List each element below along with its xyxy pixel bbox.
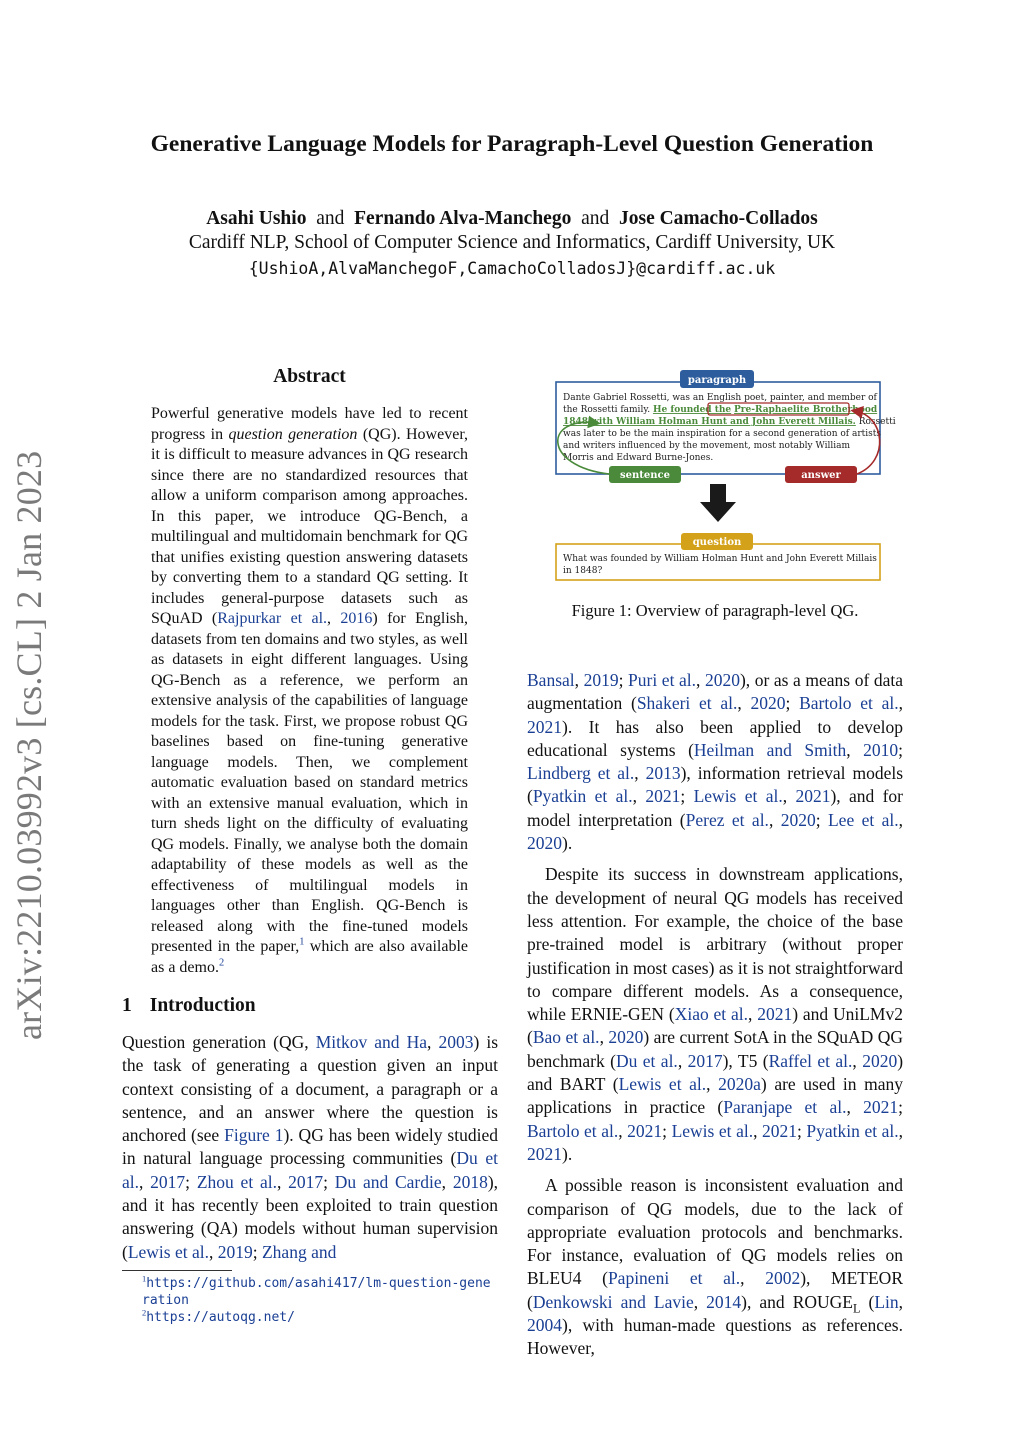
text: , (208, 1241, 218, 1262)
sentence-label: sentence (620, 470, 670, 481)
citation-link[interactable]: Lewis et al. (618, 1074, 707, 1095)
paragraph-line: Morris and Edward Burne-Jones. (563, 453, 714, 463)
text: Powerful generative models have led to recent progress in (151, 405, 468, 443)
citation-year-link[interactable]: 2020 (862, 1050, 898, 1071)
text: ). (562, 833, 573, 854)
citation-year-link[interactable]: 2021 (627, 1120, 663, 1141)
arxiv-stamp: arXiv:2210.03992v3 [cs.CL] 2 Jan 2023 (9, 450, 49, 1040)
citation-link[interactable]: Pyatkin et al. (806, 1120, 899, 1141)
text: ), METEOR ( (527, 1268, 903, 1312)
citation-link[interactable]: Shakeri et al. (636, 693, 738, 714)
citation-year-link[interactable]: 2017 (288, 1171, 324, 1192)
paragraph (527, 669, 903, 855)
citation-year-link[interactable]: 2016 (340, 610, 373, 627)
author-name: Fernando Alva-Manchego (354, 208, 572, 229)
citation-link[interactable]: Pyatkin et al. (532, 786, 633, 807)
section-number: 1 (122, 995, 132, 1016)
text: ) are used in many applications in practice ( (527, 1074, 904, 1118)
author-separator: and (316, 208, 345, 229)
text: , (139, 1171, 151, 1192)
text: ; (785, 693, 800, 714)
text: ( (860, 1291, 875, 1312)
text: A possible reason is inconsistent evaluation and comparison of QG models, due to the lack of appropriate evaluation protocols and benchmarks. For instance, evaluation of QG models relies on BLEU4 ( (527, 1175, 903, 1289)
footnote-1 (122, 1275, 498, 1309)
citation-year-link[interactable]: 2017 (687, 1050, 723, 1071)
citation-year-link[interactable]: 2020 (527, 833, 562, 854)
question-line: in 1848? (563, 566, 603, 576)
text: ), or as a means of data augmentation ( (527, 670, 903, 714)
text: , (276, 1171, 289, 1192)
text: ) is the task of generating a question given an input context consisting of a document, a paragraph or a sentence, and an answer where the question is anchored (see (122, 1032, 499, 1146)
abstract-body (151, 404, 468, 978)
text: , (898, 809, 904, 830)
citation-year-link[interactable]: 2021 (863, 1097, 899, 1118)
citation-year-link[interactable]: 2021 (645, 786, 681, 807)
text: , (574, 670, 584, 690)
author-separator: and (581, 208, 610, 229)
citation-year-link[interactable]: 2002 (765, 1268, 801, 1289)
citation-link[interactable]: Xiao et al. (674, 1004, 749, 1025)
footnote-marker-2[interactable]: 2 (218, 957, 225, 969)
citation-year-link[interactable]: 2004 (527, 1315, 562, 1336)
citation-link[interactable]: Bartolo et al. (799, 693, 899, 714)
text: , (898, 1291, 904, 1312)
text: ) are current SotA in the SQuAD QG benchmark ( (527, 1027, 903, 1071)
author-name: Jose Camacho-Collados (618, 208, 818, 229)
citation-link[interactable]: Lindberg et al. (527, 763, 635, 784)
citation-year-link[interactable]: 2019 (583, 670, 619, 690)
paragraph-text: Rossetti (858, 417, 896, 427)
text: , (427, 1032, 439, 1052)
sentence-span: 1848 with William Holman Hunt and John Everett Millais. (563, 417, 856, 427)
footnote-marker-1[interactable]: 1 (299, 936, 305, 948)
text: ; (323, 1171, 335, 1192)
citation-link[interactable]: Du and Cardie (334, 1171, 442, 1192)
citation-year-link[interactable]: 2010 (863, 739, 899, 760)
citation-year-link[interactable]: 2020 (780, 809, 816, 830)
citation-link[interactable]: Lin (874, 1291, 899, 1312)
text: , (898, 693, 904, 714)
citation-link[interactable]: Lewis et al. (671, 1120, 754, 1141)
text: ), information retrieval models ( (527, 763, 904, 807)
citation-link[interactable]: Rajpurkar et al. (217, 610, 328, 627)
text: ; (618, 670, 629, 690)
text: ) and BART ( (527, 1050, 904, 1095)
text: ) and UniLMv2 ( (527, 1004, 903, 1048)
text: , (327, 610, 341, 627)
question-label: question (692, 537, 742, 548)
paragraph-line (563, 417, 896, 427)
text: , (706, 1074, 719, 1095)
section-heading (122, 995, 256, 1017)
citation-link[interactable]: Zhou et al. (196, 1171, 277, 1192)
citation-link[interactable]: Bansal (527, 670, 575, 690)
citation-link[interactable]: Denkowski and Lavie (532, 1291, 694, 1312)
question-line: What was founded by William Holman Hunt and John Everett Millais (563, 554, 877, 564)
citation-link[interactable]: Lee et al. (827, 809, 899, 830)
footnote-number: 1 (142, 1273, 147, 1284)
citation-year-link[interactable]: 2021 (527, 1143, 562, 1164)
affiliation: Cardiff NLP, School of Computer Science and Informatics, Cardiff University, UK (188, 232, 836, 253)
text: , (618, 1120, 628, 1141)
text: which are also available as a demo. (151, 938, 469, 976)
answer-label: answer (801, 470, 841, 481)
text: ), with human-made questions as references. However, (527, 1315, 903, 1359)
citation-link[interactable]: Lewis et al. (127, 1241, 209, 1262)
author-name: Asahi Ushio (206, 208, 307, 229)
citation-year-link[interactable]: 2017 (150, 1171, 186, 1192)
text: ). It has also been applied to develop educational systems ( (527, 716, 903, 760)
text: ). QG has been widely studied in natural language processing communities ( (122, 1125, 498, 1169)
text: ). (562, 1143, 573, 1164)
paragraph (527, 1174, 903, 1360)
figure-caption: Figure 1: Overview of paragraph-level QG. (571, 601, 859, 620)
text: , (441, 1171, 453, 1192)
sentence-span: He founded the (652, 405, 732, 415)
text: ), and for model interpretation ( (527, 786, 904, 830)
citation-link[interactable]: Heilman and Smith (693, 739, 847, 760)
figure-ref-link[interactable]: Figure 1 (224, 1125, 284, 1146)
citation-year-link[interactable]: 2013 (645, 763, 681, 784)
paragraph (527, 863, 903, 1166)
author-list (0, 208, 1024, 230)
paragraph-line: was later to be the main inspiration for a second generation of artists (563, 429, 881, 439)
text: , (782, 786, 796, 807)
paragraph-label: paragraph (687, 375, 747, 386)
footnote-2 (122, 1309, 498, 1326)
section-title: Introduction (149, 995, 256, 1016)
citation-link[interactable]: Lewis et al. (693, 786, 783, 807)
citation-year-link[interactable]: 2021 (757, 1004, 793, 1025)
citation-link[interactable]: Du et al. (122, 1148, 498, 1192)
citation-link[interactable]: Bao et al. (532, 1027, 600, 1048)
paragraph-line (563, 405, 878, 415)
text: , (696, 670, 705, 690)
text: ; (662, 1120, 672, 1141)
text: , (898, 1120, 903, 1141)
text: , (693, 1291, 707, 1312)
text: , (677, 1050, 688, 1071)
author-email: {UshioA,AlvaManchegoF,CamachoColladosJ}@cardiff.ac.uk (248, 259, 776, 278)
text: , (740, 1268, 766, 1289)
text: Despite its success in downstream applications, the development of neural QG models has received less attention. For example, the choice of the base pre-trained model is arbitrary (without proper justification in most cases) as it is not straightforward to compare different models. As a consequence, while ERNIE-GEN ( (527, 864, 903, 1025)
text: , (599, 1027, 609, 1048)
text: ; (185, 1171, 197, 1192)
citation-year-link[interactable]: 2018 (452, 1171, 488, 1192)
citation-link[interactable]: Du et al. (615, 1050, 678, 1071)
down-arrow-icon (700, 484, 736, 522)
citation-year-link[interactable]: 2014 (706, 1291, 742, 1312)
abstract-heading: Abstract (273, 366, 346, 387)
citation-link[interactable]: Bartolo et al. (527, 1120, 619, 1141)
paragraph-line: and writers influenced by the movement, most notably William (563, 441, 850, 451)
footnote-number: 2 (142, 1307, 147, 1318)
citation-link[interactable]: Papineni et al. (607, 1268, 741, 1289)
citation-year-link[interactable]: 2021 (527, 716, 562, 737)
citation-link[interactable]: Raffel et al. (768, 1050, 853, 1071)
paragraph-text: the Rossetti family. (563, 405, 651, 415)
citation-link[interactable]: Puri et al. (628, 670, 697, 690)
paragraph-line: Dante Gabriel Rossetti, was an English poet, painter, and member of (563, 393, 877, 403)
citation-year-link[interactable]: 2020 (750, 693, 786, 714)
text: , (852, 1050, 863, 1071)
intro-right-column (527, 669, 903, 1361)
citation-link[interactable]: Zhang and (261, 1241, 337, 1262)
citation-link[interactable]: Mitkov and Ha (315, 1032, 428, 1052)
intro-left-column (122, 1031, 498, 1264)
text: , (846, 1097, 864, 1118)
text: , (753, 1120, 762, 1141)
citation-year-link[interactable]: 2020 (608, 1027, 644, 1048)
citation-year-link[interactable]: 2020 (704, 670, 740, 690)
citation-year-link[interactable]: 2020a (718, 1074, 761, 1095)
text: ; (898, 1097, 904, 1118)
text: ; (797, 1120, 807, 1141)
text: ; (815, 809, 828, 830)
citation-link[interactable]: Paranjape et al. (723, 1097, 847, 1118)
figure-diagram (550, 366, 896, 586)
text: , (634, 763, 646, 784)
text: (QG). However, it is difficult to measure advances in QG research since there are no standardized resources that allow a uniform comparison among approaches. In this paper, we introduce QG-Bench, a multilingual and multidomain benchmark for QG that unifies existing question answering datasets by converting them to a standard QG setting. It includes general-purpose datasets such as SQuAD ( (151, 425, 468, 627)
text: ), and it has recently been exploited to train question answering (QA) models without human supervision ( (122, 1171, 499, 1262)
emphasis: question generation (228, 425, 358, 443)
answer-span: Pre-Raphaelite Brotherhood (734, 405, 878, 415)
text: ; (898, 739, 903, 760)
citation-year-link[interactable]: 2021 (762, 1120, 797, 1141)
text: ) for English, datasets from ten domains and two styles, as well as datasets in eight different languages. Using QG-Bench as a reference, we perform an extensive analysis of the capabilities of language models for the task. First, we propose robust QG baselines based on fine-tuning generative language models. Then, we complement automatic evaluation based on standard metrics with an extensive manual evaluation, which in turn sheds light on the difficulty of evaluating QG models. Finally, we analyse both the domain adaptability of these models as well as the effectiveness of multilingual models in languages other than English. QG-Bench is released along with the fine-tuned models presented in the paper, (151, 610, 468, 955)
text: , (632, 786, 646, 807)
text: , (737, 693, 751, 714)
footnote-rule (122, 1270, 232, 1271)
subscript: L (852, 1301, 861, 1316)
text: Question generation (QG, (122, 1032, 316, 1052)
citation-link[interactable]: Perez et al. (685, 809, 769, 830)
citation-year-link[interactable]: 2021 (795, 786, 831, 807)
footnote-link[interactable]: https://autoqg.net/ (146, 1310, 295, 1325)
text: , (748, 1004, 758, 1025)
text: ), T5 ( (722, 1050, 769, 1071)
text: , (846, 739, 864, 760)
footnote-link[interactable]: https://github.com/asahi417/lm-question-generation (142, 1276, 491, 1308)
text: , (768, 809, 781, 830)
text: ), and ROUGE (741, 1291, 853, 1312)
citation-year-link[interactable]: 2019 (217, 1241, 253, 1262)
citation-year-link[interactable]: 2003 (438, 1032, 474, 1052)
text: ; (252, 1241, 262, 1262)
text: ; (680, 786, 694, 807)
footnotes (122, 1275, 498, 1326)
paper-title: Generative Language Models for Paragraph-Level Question Generation (150, 131, 874, 157)
